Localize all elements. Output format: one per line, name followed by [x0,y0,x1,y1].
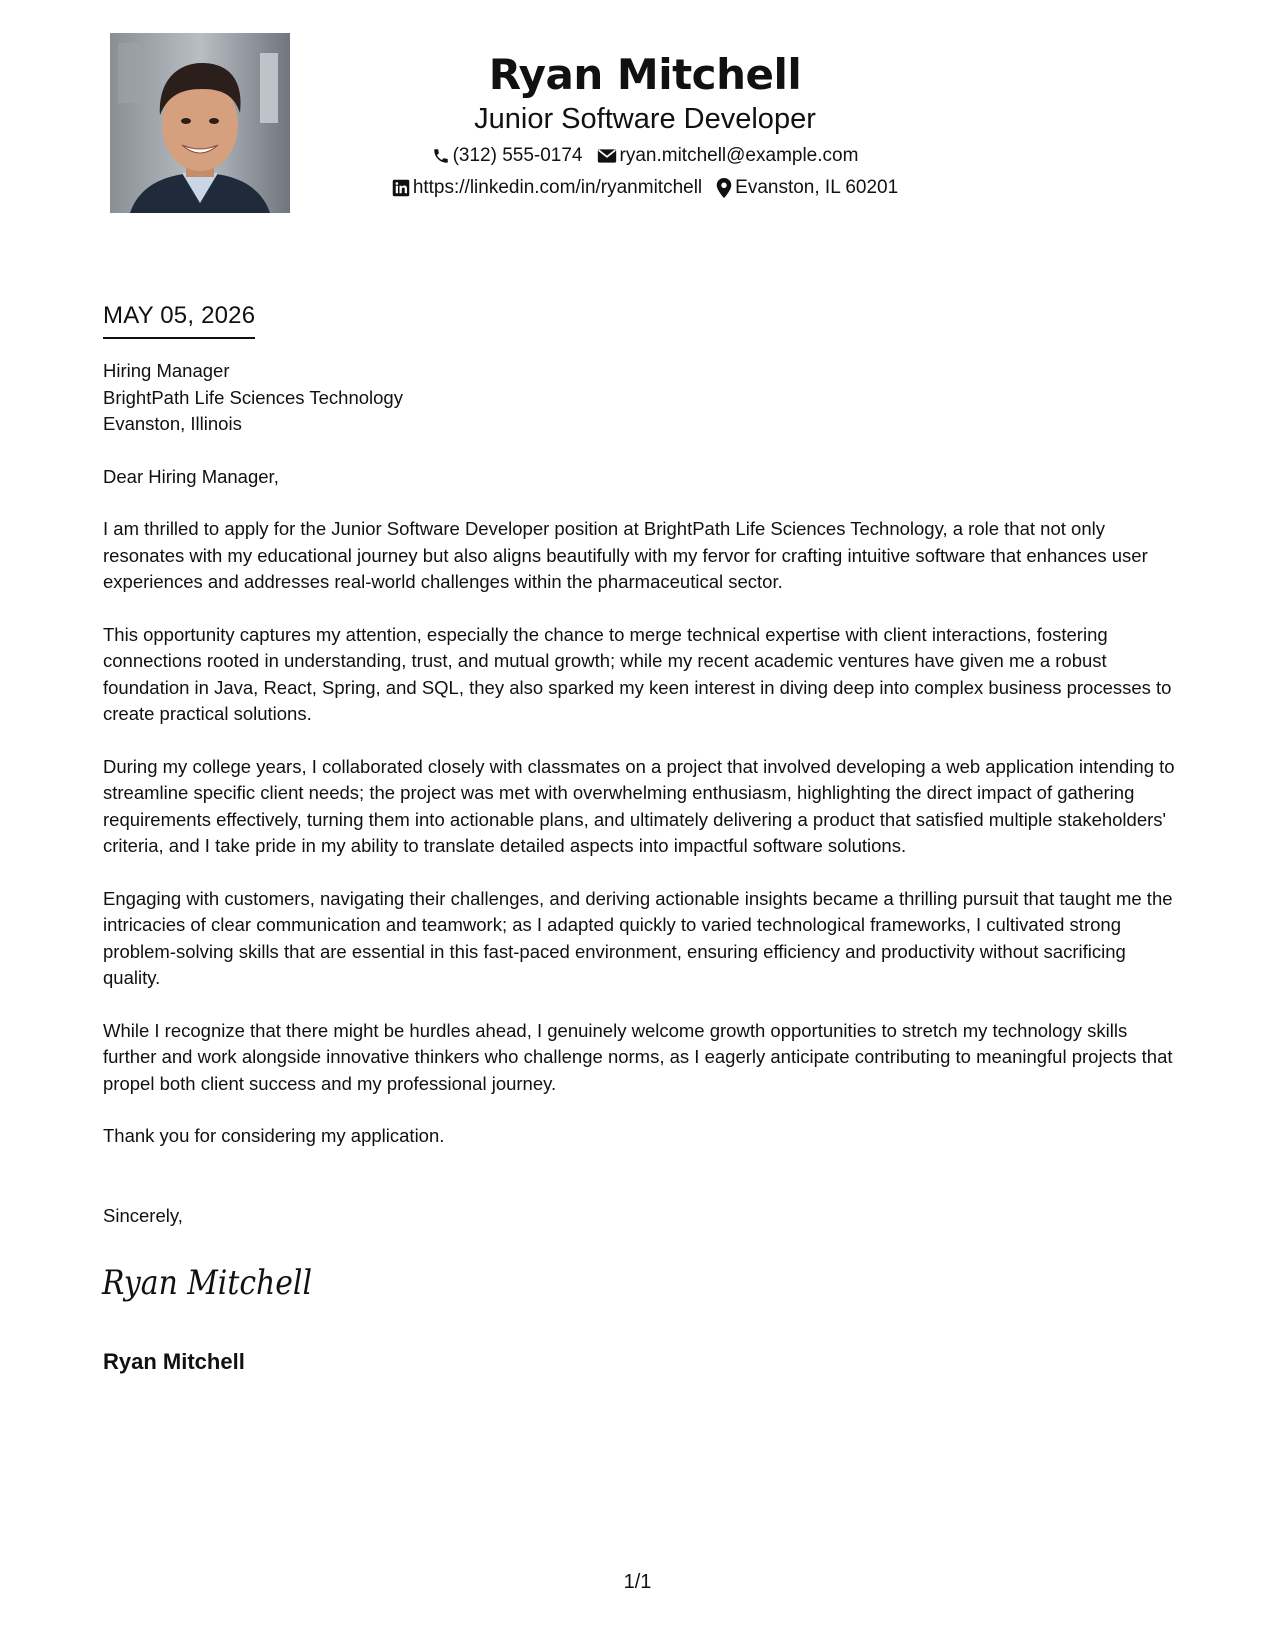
email-text[interactable]: ryan.mitchell@example.com [619,145,859,166]
recipient-location: Evanston, Illinois [103,413,242,434]
envelope-icon [597,148,617,164]
signed-name: Ryan Mitchell [103,1349,245,1374]
paragraph: During my college years, I collaborated closely with classmates on a project that involved developing a web application intending to streamline specific client needs; the project was met with overwhelming enthusiasm, highlighting the direct impact of gathering requirements effectively, turning them into actionable plans, and ultimately delivering a product that satisfied multiple stakeholders' criteria, and I take pride in my ability to translate detailed aspects into impactful software solutions. [103,755,1175,856]
contact-row-primary [300,144,990,168]
header [300,48,990,200]
recipient-role: Hiring Manager [103,360,230,381]
letter-body [103,358,1183,1229]
contact-email[interactable] [597,144,859,168]
contact-linkedin[interactable] [392,176,702,200]
applicant-name: Ryan Mitchell [488,50,802,99]
recipient-company: BrightPath Life Sciences Technology [103,386,403,408]
paragraph: Engaging with customers, navigating their challenges, and deriving actionable insights became a thrilling pursuit that taught me the intricacies of clear communication and teamwork; as I adapted quickly to varied technological frameworks, I cultivated strong problem-solving skills that are essential in this fast-paced environment, ensuring efficiency and productivity without sacrificing quality. [103,887,1173,988]
paragraph: I am thrilled to apply for the Junior Software Developer position at BrightPath Life Sciences Technology, a role that not only resonates with my educational journey but also aligns beautifully with my fervor for crafting intuitive software that enhances user experiences and addresses real-world challenges within the pharmaceutical sector. [103,518,1148,592]
closing: Sincerely, [103,1204,183,1226]
contact-location [716,176,898,200]
handwritten-signature [100,1258,320,1308]
contact-phone [432,144,583,168]
paragraph: Thank you for considering my application. [103,1125,445,1146]
letter-date: MAY 05, 2026 [103,300,255,339]
job-title: Junior Software Developer [474,103,816,135]
linkedin-icon [392,179,410,197]
map-pin-icon [716,178,732,198]
salutation: Dear Hiring Manager, [103,465,279,487]
phone-text: (312) 555-0174 [452,145,583,166]
signature-text: Ryan Mitchell [101,1263,313,1303]
phone-icon [432,147,450,165]
paragraph: While I recognize that there might be hurdles ahead, I genuinely welcome growth opportunities to stretch my technology skills further and work alongside innovative thinkers who challenge norms, as I eagerly anticipate contributing to meaningful projects that propel both client success and my professional journey. [103,1019,1173,1094]
page-number: 1/1 [623,1571,652,1593]
linkedin-text[interactable]: https://linkedin.com/in/ryanmitchell [412,177,703,198]
recipient-block [103,358,1183,438]
contact-row-secondary [300,176,990,200]
paragraph: This opportunity captures my attention, especially the chance to merge technical expertise with client interactions, fostering connections rooted in understanding, trust, and mutual growth; while my recent academic ventures have given me a robust foundation in Java, React, Spring, and SQL, they also sparked my keen interest in diving deep into complex business processes to create practical solutions. [103,623,1172,724]
location-text: Evanston, IL 60201 [735,177,899,198]
profile-photo [110,33,290,213]
